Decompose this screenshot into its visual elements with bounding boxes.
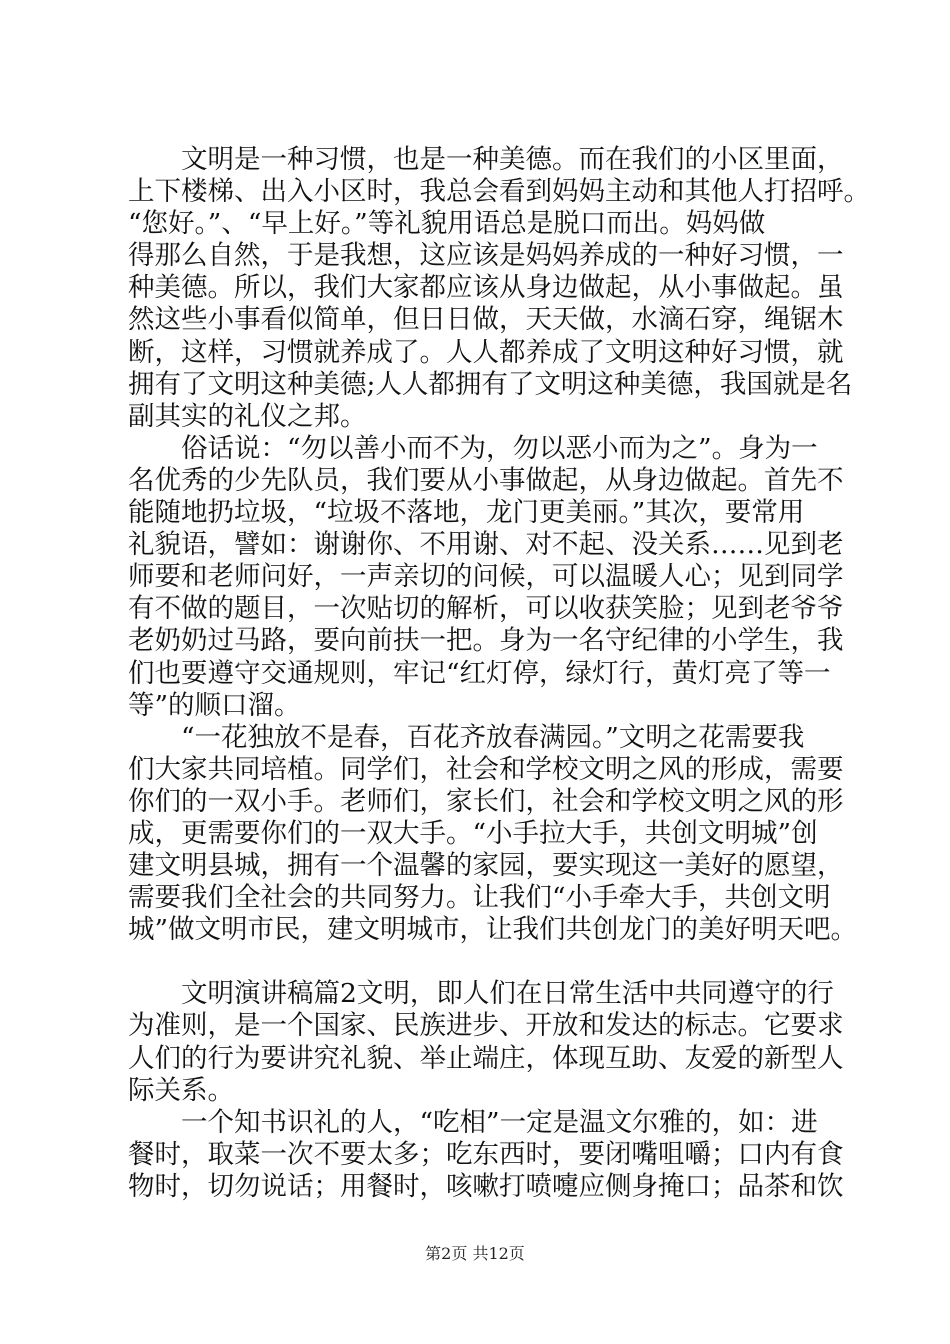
text-line: 一个知书识礼的人，“吃相”一定是温文尔雅的，如：进	[128, 1106, 818, 1138]
text-line: 餐时，取菜一次不要太多；吃东西时，要闭嘴咀嚼；口内有食	[128, 1138, 844, 1170]
text-line: 能随地扔垃圾，“垃圾不落地，龙门更美丽。”其次，要常用	[128, 497, 805, 529]
text-line: 礼貌语，譬如：谢谢你、不用谢、对不起、没关系……见到老	[128, 529, 844, 561]
section-1	[128, 144, 870, 946]
text-line: 等”的顺口溜。	[128, 689, 301, 721]
text-line: 副其实的礼仪之邦。	[128, 400, 367, 432]
text-line: 成，更需要你们的一双大手。“小手拉大手，共创文明城”创	[128, 817, 818, 849]
text-line: 师要和老师问好，一声亲切的问候，可以温暖人心；见到同学	[128, 561, 844, 593]
text-line: 们大家共同培植。同学们，社会和学校文明之风的形成，需要	[128, 753, 844, 785]
text-line: 需要我们全社会的共同努力。让我们“小手牵大手，共创文明	[128, 882, 831, 914]
text-line: 然这些小事看似简单，但日日做，天天做，水滴石穿，绳锯木	[128, 304, 844, 336]
text-line: 种美德。所以，我们大家都应该从身边做起，从小事做起。虽	[128, 272, 844, 304]
text-line: 为准则，是一个国家、民族进步、开放和发达的标志。它要求	[128, 1010, 844, 1042]
text-line: 建文明县城，拥有一个温馨的家园，要实现这一美好的愿望，	[128, 850, 844, 882]
text-line: 城”做文明市民，建文明城市，让我们共创龙门的美好明天吧。	[128, 914, 858, 946]
paragraph-gap	[128, 946, 848, 978]
page-number-footer: 第2页 共12页	[425, 1244, 525, 1263]
section-2	[128, 978, 848, 1203]
text-line: 际关系。	[128, 1074, 234, 1106]
text-line: 你们的一双小手。老师们，家长们，社会和学校文明之风的形	[128, 785, 844, 817]
text-line: 断，这样，习惯就养成了。人人都养成了文明这种好习惯，就	[128, 336, 844, 368]
body-text	[128, 144, 870, 1203]
text-line: 文明演讲稿篇2文明，即人们在日常生活中共同遵守的行	[128, 978, 834, 1010]
text-line: 拥有了文明这种美德;人人都拥有了文明这种美德，我国就是名	[128, 368, 853, 400]
text-line: 物时，切勿说话；用餐时，咳嗽打喷嚏应侧身掩口；品茶和饮	[128, 1170, 844, 1202]
text-line: 们也要遵守交通规则，牢记“红灯停，绿灯行，黄灯亮了等一	[128, 657, 831, 689]
text-line: 俗话说：“勿以善小而不为，勿以恶小而为之”。身为一	[128, 432, 818, 464]
text-line: 有不做的题目，一次贴切的解析，可以收获笑脸；见到老爷爷	[128, 593, 844, 625]
text-line: 人们的行为要讲究礼貌、举止端庄，体现互助、友爱的新型人	[128, 1042, 844, 1074]
text-line: 上下楼梯、出入小区时，我总会看到妈妈主动和其他人打招呼。	[128, 176, 870, 208]
text-line: 文明是一种习惯，也是一种美德。而在我们的小区里面，	[128, 144, 844, 175]
text-line: 老奶奶过马路，要向前扶一把。身为一名守纪律的小学生，我	[128, 625, 844, 657]
text-line: 名优秀的少先队员，我们要从小事做起，从身边做起。首先不	[128, 464, 844, 496]
text-line: “一花独放不是春，百花齐放春满园。”文明之花需要我	[128, 721, 805, 753]
text-line: 得那么自然，于是我想，这应该是妈妈养成的一种好习惯，一	[128, 240, 844, 272]
text-line: “您好。”、“早上好。”等礼貌用语总是脱口而出。妈妈做	[128, 208, 766, 240]
